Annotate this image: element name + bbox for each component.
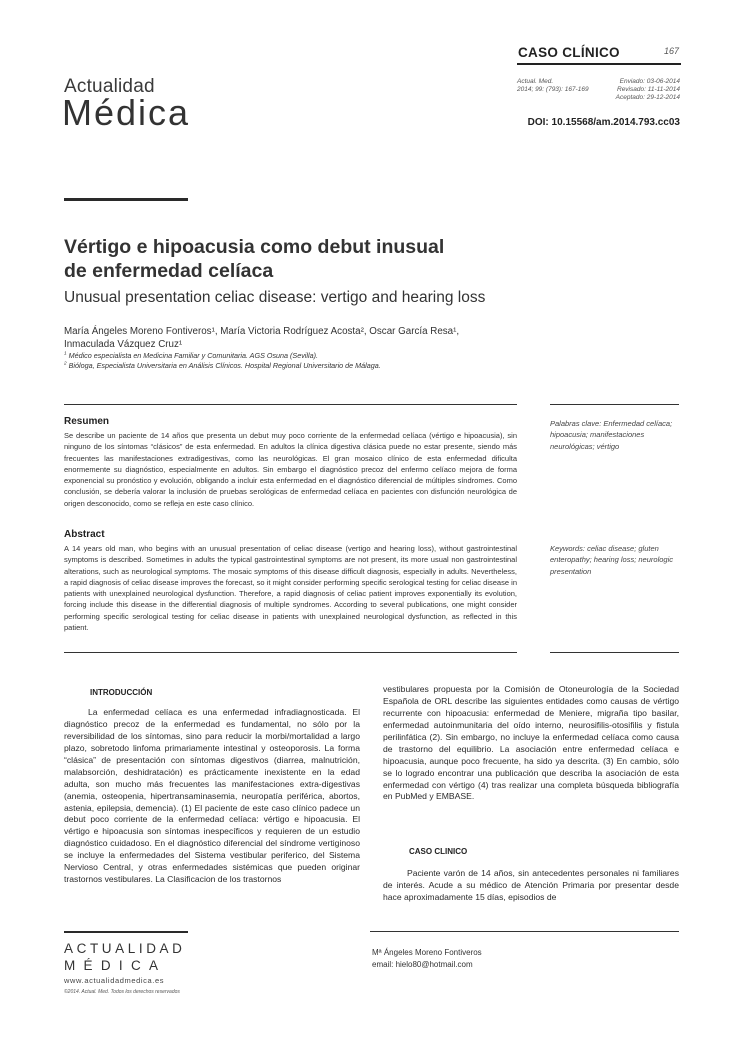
footer-contact-rule bbox=[370, 931, 679, 932]
authors-line2: Inmaculada Vázquez Cruz¹ bbox=[64, 338, 183, 350]
affiliation-2-text: Bióloga, Especialista Universitaria en Análisis Clínicos. Hospital Regional Universitario de Málaga. bbox=[68, 361, 381, 371]
intro-continuation-paragraph: vestibulares propuesta por la Comisión de Otoneurología de la Sociedad Española de ORL describe las siguientes entidades como causas de vértigo recurrente con hipoacusia: enfermedad de Meniere, migraña tipo basilar, enfermedad autoinmunitaria del oído interno, neurosifilis-otosifilis y fistula perilinfática (2). Sin embargo, no incluye la enfermedad celíaca como causa de trastorno del equilibrio. La asociación entre enfermedad celíaca e hipoacusia, aunque poco frecuente, ha sido ya descrita. (3) En cambio, sólo se lo logrado encontrar una publicación que describa la asociación de esta enfermedad con vértigo (4) tras realizar una completa búsqueda bibliografía en PubMed y EMBASE. bbox=[383, 684, 679, 802]
received-date: Enviado: 03-06-2014 bbox=[619, 78, 680, 85]
article-title-spanish bbox=[64, 236, 624, 284]
author-list bbox=[64, 326, 544, 351]
affiliations bbox=[64, 351, 544, 372]
corresponding-contact bbox=[372, 947, 482, 971]
journal-ref-line1: Actual. Med. bbox=[517, 78, 554, 85]
intro-column bbox=[64, 707, 360, 886]
resumen-heading: Resumen bbox=[64, 416, 110, 427]
intro-heading: INTRODUCCIÓN bbox=[90, 688, 153, 697]
title-es-line2: de enfermedad celíaca bbox=[64, 259, 274, 282]
accepted-date: Aceptado: 29-12-2014 bbox=[615, 94, 680, 102]
doi: DOI: 10.15568/am.2014.793.cc03 bbox=[527, 117, 680, 128]
case-paragraph: Paciente varón de 14 años, sin antecedentes personales ni familiares de interés. Acude a su médico de Atención Primaria por presentar desde hace aproximadamente 15 días, episodios de bbox=[383, 868, 679, 902]
abstract-heading: Abstract bbox=[64, 529, 105, 540]
title-es-line1: Vértigo e hipoacusia como debut inusual bbox=[64, 236, 445, 258]
authors-line1: María Ángeles Moreno Fontiveros¹, María Victoria Rodríguez Acosta², Oscar García Resa¹, bbox=[64, 326, 460, 337]
affiliation-1 bbox=[64, 351, 544, 361]
intro-paragraph: La enfermedad celíaca es una enfermedad infradiagnosticada. El diagnóstico precoz de la enfermedad es fundamental, no sólo por la reversibilidad de los síntomas, sino para reducir la morbi/mortalidad a largo plazo, sobretodo linfoma primariamente intestinal y osteoporosis. La forma “clásica” de presentación con síntomas digestivos (diarrea, malnutrición, malabsorción, deshidratación) es prácticamente inexistente en la edad adulta, son mucho más frecuentes las manifestaciones extra-digestivas (anemia, osteopenia, hipertransaminasemia, neuropatía periférica, abortos, astenia, epilepsia, demencia). (1) El paciente de este caso clínico padece un debut poco corriente de la enfermedad celíaca: vértigo e hipoacusia. El vértigo e hipoacusia son síntomas inespecíficos y requieren de un estudio diagnóstico cuidadoso. En el diagnóstico diferencial del síndrome vertiginoso se incluye la enfermedades del Sistema vestibular periferico, del Sistema Nervioso Central, y otras enfermedades sistémicas que pueden originar trastornos vestibulares. La Clasificacion de los trastornos bbox=[64, 707, 360, 885]
journal-logo-main: Médica bbox=[62, 92, 191, 133]
article-title-english: Unusual presentation celiac disease: vertigo and hearing loss bbox=[64, 289, 486, 306]
affiliation-2-marker: 2 bbox=[64, 361, 67, 367]
keywords: Keywords: celiac disease; gluten enteropathy; hearing loss; neurologic presentation bbox=[550, 544, 673, 576]
footer-copyright: ©2014. Actual. Med. Todos los derechos reservados bbox=[64, 989, 180, 995]
right-column bbox=[383, 684, 679, 803]
contact-name: Mª Ángeles Moreno Fontiveros bbox=[372, 948, 482, 957]
section-label: CASO CLÍNICO bbox=[518, 45, 620, 60]
footer-logo-rule bbox=[64, 931, 188, 933]
abstract-text: A 14 years old man, who begins with an unusual presentation of celiac disease (vertigo and hearing loss), without gastrointestinal symptoms is described. Sometimes in adults the typical gastrointestinal symptoms are not present, its more usual non gastrointestinal alterations, such as neurological symptoms. The mosaic symptoms of this disease difficult diagnosis, especially in adults. Nevertheless, a rapid diagnosis of celiac disease improves the forecast, so it might consider performing specific serological testing for celiac disease in patients with unexplained neurological dysfunction. Therefore, a rapid diagnosis of celiac patient improves exponentially its evolution, forcing include this disease in the differential diagnosis of multiple syndromes. According to several publications, one might consider performing specific serological testing for celiac disease in patients with unexplained neurological dysfunction, as reflected in this patient. bbox=[64, 544, 517, 632]
keywords-top-rule bbox=[550, 404, 679, 405]
journal-ref-line2: 2014; 99: (793): 167-169 bbox=[517, 86, 589, 94]
article-dates bbox=[570, 78, 680, 102]
palabras-clave: Palabras clave: Enfermedad celíaca; hipoacusia; manifestaciones neurológicas; vértigo bbox=[550, 419, 673, 451]
revised-date: Revisado: 11-11-2014 bbox=[617, 86, 680, 94]
journal-logo-top: Actualidad bbox=[64, 76, 155, 97]
page-number: 167 bbox=[664, 46, 680, 56]
keywords-bottom-rule bbox=[550, 652, 679, 653]
title-bar-rule bbox=[64, 198, 188, 201]
abstract-top-rule bbox=[64, 404, 517, 405]
case-column bbox=[383, 868, 679, 904]
affiliation-2 bbox=[64, 361, 544, 371]
abstract-bottom-rule bbox=[64, 652, 517, 653]
affiliation-1-marker: 1 bbox=[64, 350, 67, 356]
resumen-text: Se describe un paciente de 14 años que presenta un debut muy poco corriente de la enfermedad celíaca (vértigo e hipoacusia), sin ninguno de los síntomas “clásicos” de esta enfermedad. En adultos la clínica digestiva clásica puede no estar presente, siendo más frecuentes las manifestaciones extradigestivas, como las neurológicas. El gran mosaico clínico de esta enfermedad dificulta enormemente su diagnóstico, especialmente en adultos. Sin embargo el diagnóstico precoz del enfermo celíaco mejora de forma exponencial su pronóstico y evolución, obligando a incluir esta enfermedad en el diagnóstico diferencial de múltiples síndromes. Como conclusión, se debería valorar la inclusión de pruebas serológicas de enfermedad celíaca en pacientes con disfunción neurológica de origen desconocido, como se refleja en este caso clínico. bbox=[64, 431, 517, 508]
affiliation-1-text: Médico especialista en Medicina Familiar y Comunitaria. AGS Osuna (Sevilla). bbox=[68, 351, 318, 360]
case-heading: CASO CLINICO bbox=[409, 847, 468, 856]
footer-website: www.actualidadmedica.es bbox=[64, 976, 165, 985]
contact-email: email: hielo80@hotmail.com bbox=[372, 960, 473, 969]
header-rule bbox=[517, 63, 681, 65]
footer-logo-line2: MÉDICA bbox=[64, 958, 167, 973]
footer-logo-line1: ACTUALIDAD bbox=[64, 941, 186, 956]
